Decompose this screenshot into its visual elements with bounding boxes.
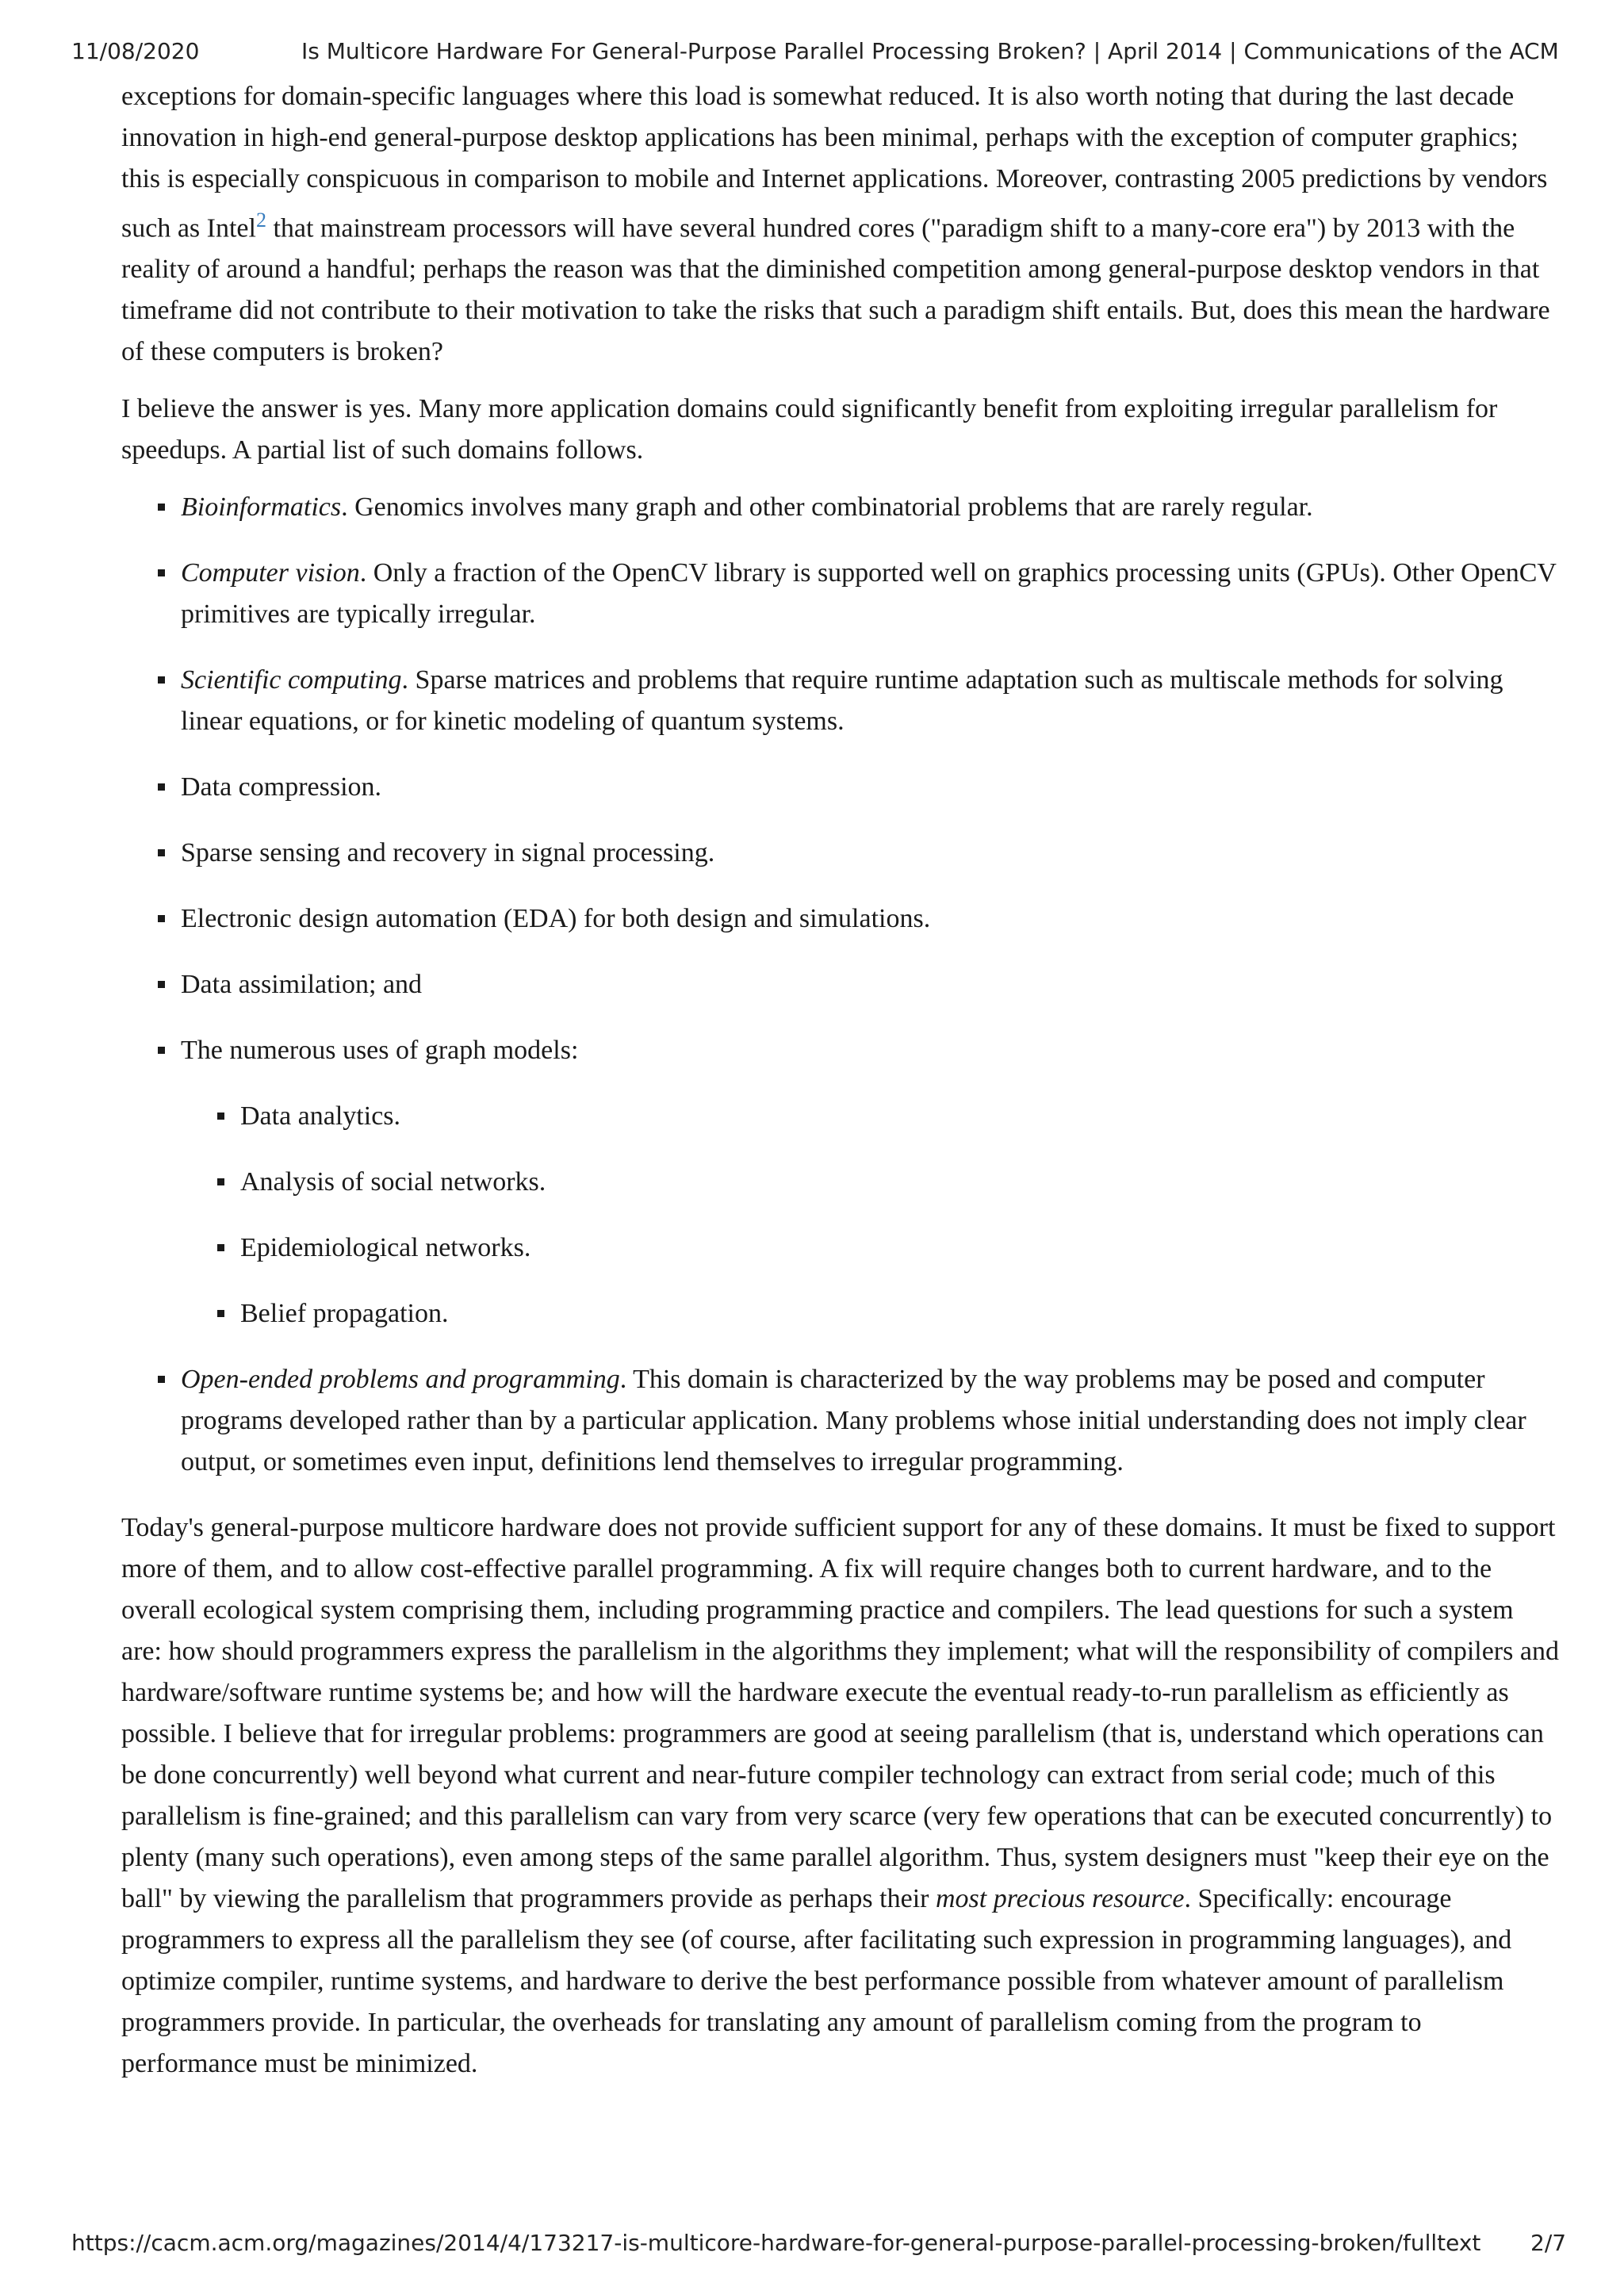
article-body xyxy=(121,76,1561,2101)
emphasis-text: most precious resource xyxy=(935,1884,1185,1914)
list-item: Sparse sensing and recovery in signal processing. xyxy=(181,833,1561,874)
footnote-ref-link[interactable]: 2 xyxy=(255,209,266,232)
list-item xyxy=(181,1359,1561,1483)
list-item: Electronic design automation (EDA) for both design and simulations. xyxy=(181,898,1561,940)
print-footer xyxy=(0,2230,1624,2261)
list-item-text: . Only a fraction of the OpenCV library is supported well on graphics processing units (GPUs). Other OpenCV primitives are typically irregular. xyxy=(181,558,1557,630)
footnote-ref xyxy=(256,208,266,232)
paragraph-intro-continued: that mainstream processors will have several hundred cores ("paradigm shift to a many-core era") by 2013 with the reality of around a handful; perhaps the reason was that the diminished competition among general-purpose desktop vendors in that timeframe did not contribute to their motivation to take the risks that such a paradigm shift entails. But, does this mean the hardware of these computers is broken? xyxy=(121,213,1550,367)
list-item xyxy=(181,1030,1561,1335)
list-item-text: . Sparse matrices and problems that require runtime adaptation such as multiscale methods for solving linear equations, or for kinetic modeling of quantum systems. xyxy=(181,665,1503,737)
list-item xyxy=(181,553,1561,635)
list-item xyxy=(181,660,1561,742)
list-item-text: . Genomics involves many graph and other combinatorial problems that are rarely regular. xyxy=(341,492,1313,523)
list-item-term: Open-ended problems and programming xyxy=(181,1365,620,1395)
list-item-term: Bioinformatics xyxy=(181,492,342,523)
print-page-title: Is Multicore Hardware For General-Purpose Parallel Processing Broken? | April 2014 | Communications of the ACM xyxy=(301,38,1559,64)
sublist-item: Epidemiological networks. xyxy=(240,1227,1561,1269)
list-item: Data compression. xyxy=(181,767,1561,808)
list-item: Data assimilation; and xyxy=(181,964,1561,1005)
sublist-item: Data analytics. xyxy=(240,1096,1561,1137)
paragraph-conclusion-text: Today's general-purpose multicore hardware does not provide sufficient support for any of these domains. It must be fixed to support more of them, and to allow cost-effective parallel programming. A fix will require changes both to current hardware, and to the overall ecological system comprising them, including programming practice and compilers. The lead questions for such a system are: how should programmers express the parallelism in the algorithms they implement; what will the responsibility of compilers and hardware/software runtime systems be; and how will the hardware execute the eventual ready-to-run parallelism as efficiently as possible. I believe that for irregular problems: programmers are good at seeing parallelism (that is, understand which operations can be done concurrently) well beyond what current and near-future compiler technology can extract from serial code; much of this parallelism is fine-grained; and this parallelism can vary from very scarce (very few operations that can be executed concurrently) to plenty (many such operations), even among steps of the same parallel algorithm. Thus, system designers must "keep their eye on the ball" by viewing the parallelism that programmers provide as perhaps their xyxy=(121,1513,1559,1914)
paragraph-intro xyxy=(121,76,1561,373)
list-item-text: . This domain is characterized by the way problems may be posed and computer programs developed rather than by a particular application. Many problems whose initial understanding does not imply clear output, or sometimes even input, definitions lend themselves to irregular programming. xyxy=(181,1365,1526,1477)
paragraph-conclusion xyxy=(121,1507,1561,2085)
print-date: 11/08/2020 xyxy=(71,38,200,64)
print-url: https://cacm.acm.org/magazines/2014/4/173217-is-multicore-hardware-for-general-purpose-parallel-processing-broken/fulltext xyxy=(71,2230,1481,2256)
sublist-item: Belief propagation. xyxy=(240,1293,1561,1335)
sublist-item: Analysis of social networks. xyxy=(240,1162,1561,1203)
page-number: 2/7 xyxy=(1530,2230,1567,2256)
list-item-term: Computer vision xyxy=(181,558,360,588)
paragraph-conclusion-continued: . Specifically: encourage programmers to express all the parallelism they see (of course, after facilitating such expression in programming languages), and optimize compiler, runtime systems, and hardware to derive the best performance possible from whatever amount of parallelism programmers provide. In particular, the overheads for translating any amount of parallelism coming from the program to performance must be minimized. xyxy=(121,1884,1512,2079)
list-item-term: Scientific computing xyxy=(181,665,402,695)
list-item-text: The numerous uses of graph models: xyxy=(181,1036,579,1066)
graph-uses-sublist xyxy=(181,1096,1561,1335)
domains-list xyxy=(121,487,1561,1483)
list-item xyxy=(181,487,1561,528)
paragraph-intro-text: exceptions for domain-specific languages where this load is somewhat reduced. It is also worth noting that during the last decade innovation in high-end general-purpose desktop applications has been minimal, perhaps with the exception of computer graphics; this is especially conspicuous in comparison to mobile and Internet applications. Moreover, contrasting 2005 predictions by vendors such as Intel xyxy=(121,82,1548,243)
print-header xyxy=(0,38,1624,70)
paragraph-answer: I believe the answer is yes. Many more application domains could significantly benefit from exploiting irregular parallelism for speedups. A partial list of such domains follows. xyxy=(121,394,1498,465)
